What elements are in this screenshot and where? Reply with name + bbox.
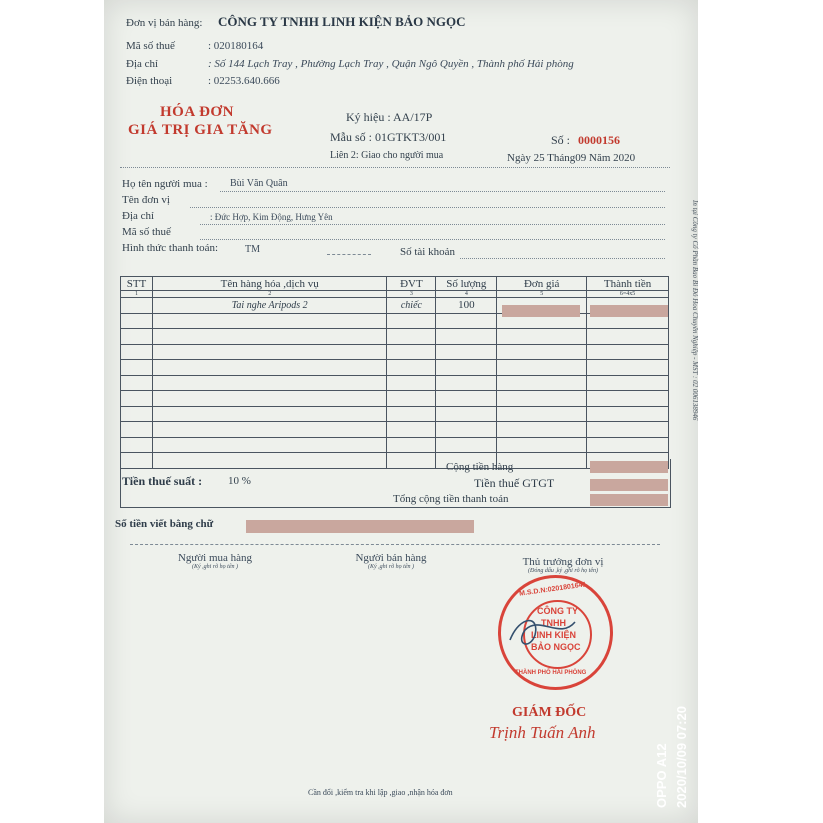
handwritten-signature xyxy=(500,610,580,660)
index-cell: 3 xyxy=(387,291,436,298)
payment-label: Hình thức thanh toán: xyxy=(122,242,219,254)
buyer-name: Bùi Văn Quân xyxy=(230,178,288,189)
address-label: Địa chỉ xyxy=(126,58,159,70)
seal-line2: TNHH xyxy=(541,618,566,628)
invoice-date xyxy=(507,152,635,164)
seal-line3: LINH KIỆN xyxy=(531,630,576,640)
table-index-row xyxy=(121,291,669,298)
buyer-tax-label: Mã số thuế xyxy=(122,226,171,238)
signature-divider xyxy=(130,544,660,545)
row-item-name: Tai nghe Aripods 2 xyxy=(152,298,386,314)
table-row xyxy=(121,437,669,453)
date-month: 09 xyxy=(575,152,587,164)
index-cell: 5 xyxy=(497,291,587,298)
table-row xyxy=(121,344,669,360)
buyer-address-line xyxy=(200,224,665,225)
phone-label: Điện thoại xyxy=(126,75,173,87)
index-cell: 1 xyxy=(121,291,153,298)
payment-method: TM xyxy=(245,244,260,255)
camera-model: OPPO A12 xyxy=(654,743,669,808)
vat-label: Tiền thuế GTGT xyxy=(474,476,555,490)
row-quantity: 100 xyxy=(436,298,497,314)
head-signature xyxy=(508,556,618,574)
col-unit: ĐVT xyxy=(387,277,436,291)
account-label: Số tài khoản xyxy=(400,246,455,258)
seller-name: CÔNG TY TNHH LINH KIỆN BẢO NGỌC xyxy=(218,14,466,29)
director-title: GIÁM ĐỐC xyxy=(512,705,587,720)
redacted-unit-price xyxy=(502,305,580,317)
buyer-unit-label: Tên đơn vị xyxy=(122,194,170,206)
seller-address: : Số 144 Lạch Tray , Phường Lạch Tray , Quận Ngô Quyền , Thành phố Hải phòng xyxy=(208,58,574,70)
subtotal-label: Cộng tiền hàng xyxy=(446,461,514,473)
table-row xyxy=(121,298,669,314)
footer-note: Cần đổi ,kiểm tra khi lập ,giao ,nhận hóa đơn xyxy=(308,788,453,797)
seller-sign-label: Người bán hàng xyxy=(355,552,427,564)
buyer-tax-line xyxy=(200,239,665,240)
account-line xyxy=(460,258,665,259)
invoice-symbol: Ký hiệu : AA/17P xyxy=(346,110,433,124)
redacted-subtotal xyxy=(590,461,668,473)
seal-line4: BẢO NGỌC xyxy=(531,642,581,652)
buyer-name-line xyxy=(220,191,665,192)
redacted-vat xyxy=(590,479,668,491)
redacted-amount-in-words xyxy=(246,520,474,533)
table-row xyxy=(121,391,669,407)
redacted-grand-total xyxy=(590,494,668,506)
seal-city: THÀNH PHỐ HẢI PHÒNG xyxy=(515,670,587,676)
date-year-label: Năm xyxy=(589,152,611,164)
index-cell: 4 xyxy=(436,291,497,298)
tax-rate-label: Tiền thuế suất : xyxy=(122,474,203,488)
table-row xyxy=(121,422,669,438)
invoice-number-label: Số : xyxy=(551,133,571,147)
phone-value: : 02253.640.666 xyxy=(208,75,280,87)
seller-sign-note: (Ký ,ghi rõ họ tên ) xyxy=(368,564,414,570)
seal-line1: CÔNG TY xyxy=(537,606,579,616)
head-sign-note: (Đóng dấu ,ký ,ghi rõ họ tên) xyxy=(528,568,598,574)
buyer-unit-line xyxy=(190,207,665,208)
side-print: In tại Công ty Cổ Phần Bao Bì Đỏ Hoa Chuyên Nghiệp - MST : 02 006138946 xyxy=(691,200,699,421)
invoice-title-line2: GIÁ TRỊ GIA TĂNG xyxy=(128,122,273,138)
invoice-form: Mẫu số : 01GTKT3/001 xyxy=(330,130,447,144)
table-row xyxy=(121,313,669,329)
table-header-row xyxy=(121,277,669,291)
director-name: Trịnh Tuấn Anh xyxy=(489,723,596,742)
index-cell: 2 xyxy=(152,291,386,298)
date-day-label: Ngày xyxy=(507,152,531,164)
col-item-name: Tên hàng hóa ,dịch vụ xyxy=(152,277,386,291)
col-amount: Thành tiền xyxy=(587,277,669,291)
buyer-address: : Đức Hợp, Kim Động, Hưng Yên xyxy=(210,212,333,222)
date-day: 25 xyxy=(533,152,545,164)
table-row xyxy=(121,329,669,345)
seal-code: M.S.D.N:0201801641 xyxy=(518,581,587,598)
date-year: 2020 xyxy=(613,152,636,164)
row-unit: chiếc xyxy=(387,298,436,314)
buyer-name-label: Họ tên người mua : xyxy=(122,178,208,190)
buyer-sign-label: Người mua hàng xyxy=(177,552,253,564)
date-month-label: Tháng xyxy=(547,152,576,164)
tax-code-value: : 020180164 xyxy=(208,40,264,52)
buyer-sign-note: (Ký ,ghi rõ họ tên ) xyxy=(192,564,238,570)
seller-signature xyxy=(346,552,436,570)
col-unit-price: Đơn giá xyxy=(497,277,587,291)
col-quantity: Số lượng xyxy=(436,277,497,291)
tax-rate: 10 % xyxy=(228,475,251,487)
col-stt: STT xyxy=(121,277,153,291)
row-stt xyxy=(121,298,153,314)
invoice-number: 0000156 xyxy=(578,133,620,147)
amount-in-words-label: Số tiền viết bằng chữ xyxy=(115,518,214,530)
buyer-signature xyxy=(170,552,260,570)
grand-total-label: Tổng cộng tiền thanh toán xyxy=(393,493,509,505)
table-row xyxy=(121,375,669,391)
redacted-amount xyxy=(590,305,668,317)
divider xyxy=(120,167,670,168)
invoice-copy: Liên 2: Giao cho người mua xyxy=(330,150,444,161)
invoice-title-line1: HÓA ĐƠN xyxy=(160,104,234,120)
seller-label: Đơn vị bán hàng: xyxy=(126,17,203,29)
camera-timestamp: 2020/10/09 07:20 xyxy=(674,706,689,808)
head-sign-label: Thủ trưởng đơn vị xyxy=(522,556,604,568)
table-row xyxy=(121,360,669,376)
index-cell: 6=4x5 xyxy=(587,291,669,298)
payment-dash xyxy=(327,254,371,255)
items-table xyxy=(120,276,669,469)
tax-code-label: Mã số thuế xyxy=(126,40,175,52)
buyer-address-label: Địa chỉ xyxy=(122,210,155,222)
table-row xyxy=(121,406,669,422)
